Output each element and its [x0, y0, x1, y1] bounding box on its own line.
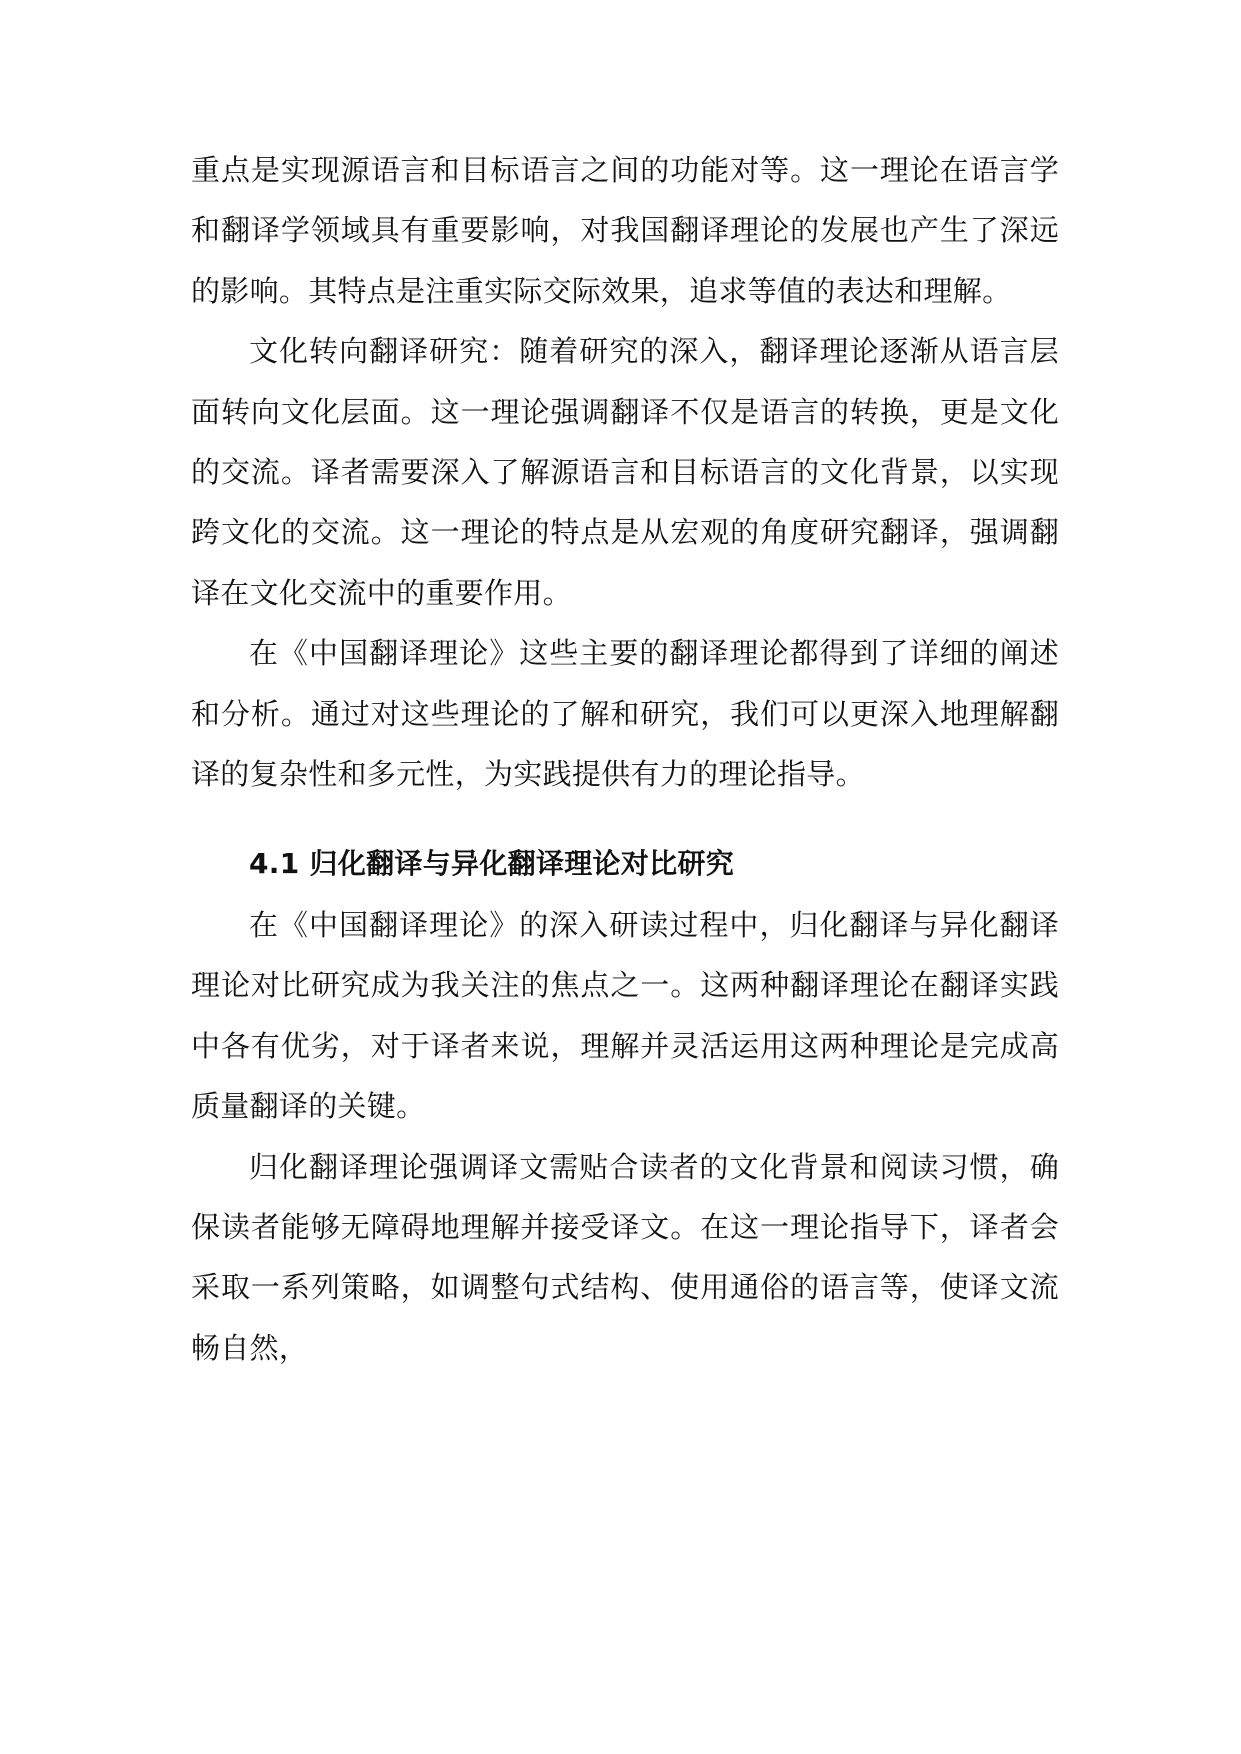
- paragraph-functional-equivalence: 重点是实现源语言和目标语言之间的功能对等。这一理论在语言学和翻译学领域具有重要影响，对我国翻译理论的发展也产生了深远的影响。其特点是注重实际交际效果，追求等值的表达和理解。: [191, 153, 1059, 308]
- paragraph-cultural-turn: 文化转向翻译研究：随着研究的深入，翻译理论逐渐从语言层面转向文化层面。这一理论强调翻译不仅是语言的转换，更是文化的交流。译者需要深入了解源语言和目标语言的文化背景，以实现跨文化的交流。这一理论的特点是从宏观的角度研究翻译，强调翻译在文化交流中的重要作用。: [191, 334, 1059, 610]
- paragraph-summary: 在《中国翻译理论》这些主要的翻译理论都得到了详细的阐述和分析。通过对这些理论的了解和研究，我们可以更深入地理解翻译的复杂性和多元性，为实践提供有力的理论指导。: [191, 636, 1059, 792]
- paragraph-domestication: 归化翻译理论强调译文需贴合读者的文化背景和阅读习惯，确保读者能够无障碍地理解并接受译文。在这一理论指导下，译者会采取一系列策略，如调整句式结构、使用通俗的语言等，使译文流畅自然，: [191, 1149, 1059, 1365]
- paragraph-comparison-intro: 在《中国翻译理论》的深入研读过程中，归化翻译与异化翻译理论对比研究成为我关注的焦点之一。这两种翻译理论在翻译实践中各有优劣，对于译者来说，理解并灵活运用这两种理论是完成高质量翻译的关键。: [191, 907, 1059, 1124]
- document-body: [191, 140, 1059, 1378]
- section-heading: 4.1 归化翻译与异化翻译理论对比研究: [249, 847, 735, 881]
